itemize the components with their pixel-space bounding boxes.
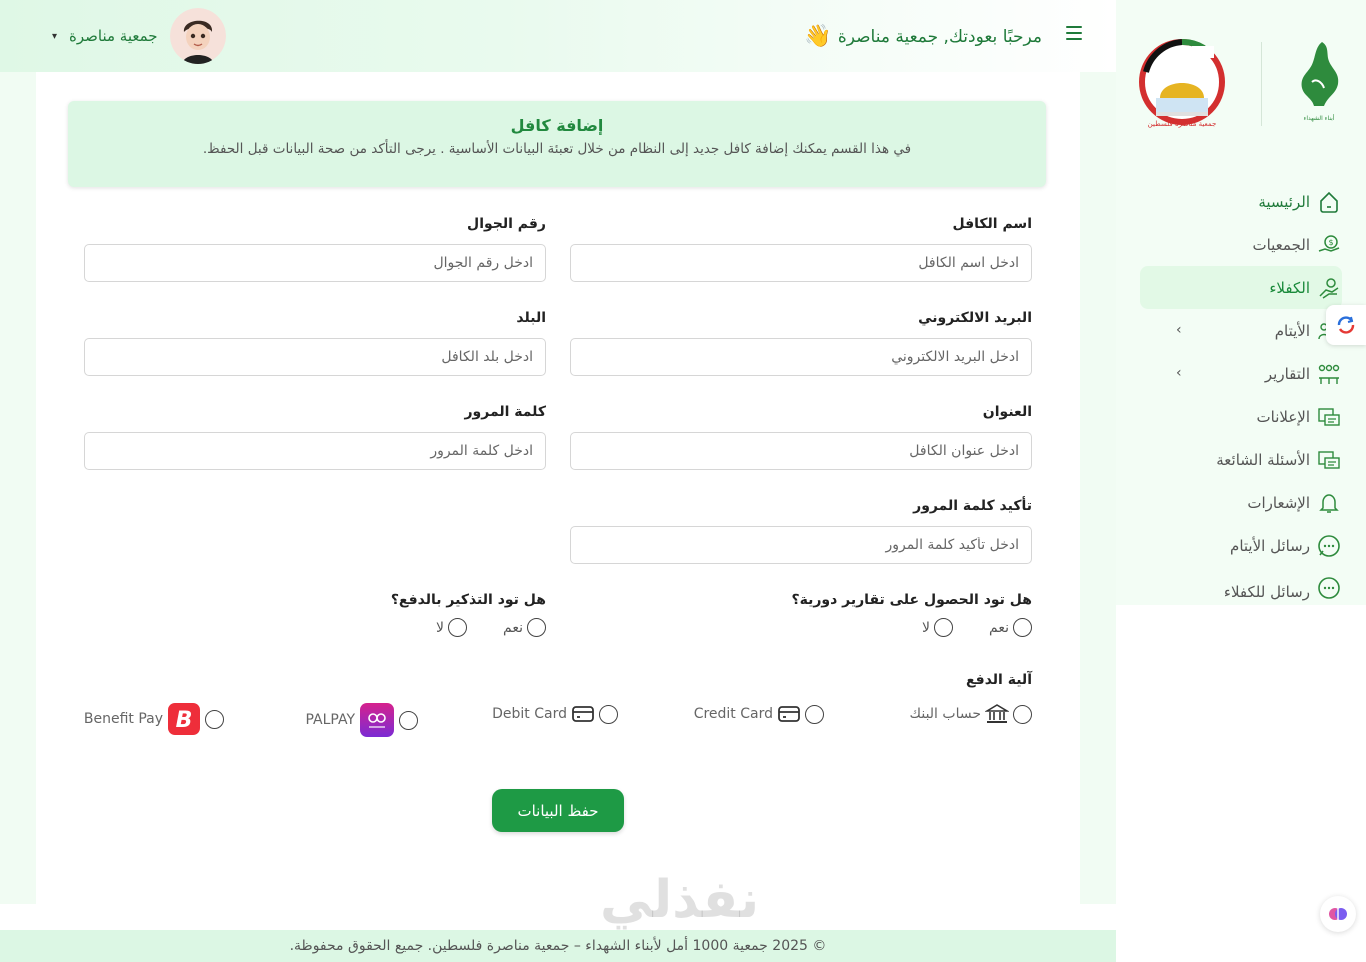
- password-confirm-input[interactable]: [570, 526, 1032, 564]
- chat-icon: [1316, 575, 1342, 601]
- money-icon: [1316, 232, 1342, 258]
- reminder-question: [391, 592, 546, 637]
- radio-button[interactable]: [399, 711, 418, 730]
- avatar[interactable]: [170, 8, 226, 64]
- page-description: في هذا القسم يمكنك إضافة كافل جديد إلى النظام من خلال تعبئة البيانات الأساسية . يرجى التأكد من صحة البيانات قبل الحفظ.: [202, 141, 912, 157]
- svg-text:أبناء الشهداء: أبناء الشهداء: [1303, 115, 1335, 122]
- sidebar-item-sponsors[interactable]: [1140, 266, 1342, 309]
- email-field: [570, 310, 1032, 376]
- field-label: اسم الكافل: [952, 216, 1032, 232]
- field-label: العنوان: [982, 404, 1032, 420]
- topbar: [0, 0, 1116, 72]
- sidebar-logos: [1116, 38, 1366, 130]
- info-alert: [68, 101, 1046, 187]
- sidebar-item-notifications[interactable]: [1140, 481, 1342, 524]
- sponsor-name-field: [570, 216, 1032, 282]
- sidebar-item-announcements[interactable]: [1140, 395, 1342, 438]
- sidebar: [1116, 0, 1366, 605]
- payment-label: Credit Card: [693, 706, 773, 722]
- chevron-left-icon[interactable]: ‹: [1176, 365, 1182, 381]
- radio-button[interactable]: [805, 705, 824, 724]
- content-margin-right: [1080, 72, 1116, 904]
- radio-button[interactable]: [1013, 618, 1032, 637]
- radio-button[interactable]: [448, 618, 467, 637]
- address-input[interactable]: [570, 432, 1032, 470]
- page-title: إضافة كافل: [510, 116, 604, 135]
- sidebar-item-label: الإشعارات: [1247, 493, 1310, 512]
- org-logo[interactable]: [1132, 38, 1232, 128]
- payment-bank-option[interactable]: [910, 702, 1032, 726]
- payment-label: PALPAY: [305, 712, 355, 728]
- waving-hand-icon: 👋: [804, 24, 832, 49]
- sidebar-item-associations[interactable]: [1140, 223, 1342, 266]
- sponsor-name-input[interactable]: [570, 244, 1032, 282]
- sidebar-nav: [1116, 180, 1366, 601]
- faq-icon: [1316, 447, 1342, 473]
- sidebar-item-label: الأسئلة الشائعة: [1216, 450, 1310, 469]
- radio-label: لا: [922, 619, 931, 636]
- country-field: [84, 310, 546, 376]
- sidebar-item-label: الإعلانات: [1256, 407, 1310, 426]
- payment-label: حساب البنك: [909, 706, 981, 722]
- bell-icon: [1316, 490, 1342, 516]
- sidebar-item-home[interactable]: [1140, 180, 1342, 223]
- sidebar-item-sponsor-messages[interactable]: [1140, 567, 1342, 601]
- question-label: هل تود الحصول على تقارير دورية؟: [791, 592, 1032, 608]
- sidebar-item-label: الأيتام: [1274, 321, 1310, 340]
- radio-options: [391, 618, 546, 637]
- password-confirm-field: [570, 498, 1032, 564]
- radio-options: [791, 618, 1032, 637]
- announcements-icon: [1316, 404, 1342, 430]
- payment-debit-card-option[interactable]: [492, 702, 618, 726]
- reminder-no-option[interactable]: [436, 618, 467, 637]
- home-icon: [1316, 189, 1342, 215]
- benefit-pay-logo: [167, 702, 201, 736]
- sponsors-icon: [1316, 275, 1342, 301]
- brain-icon: [1327, 903, 1349, 925]
- ai-assistant-button[interactable]: [1320, 896, 1356, 932]
- radio-label: لا: [436, 619, 445, 636]
- payment-method-label: آلية الدفع: [965, 672, 1032, 688]
- chat-icon: [1316, 533, 1342, 559]
- country-input[interactable]: [84, 338, 546, 376]
- mobile-input[interactable]: [84, 244, 546, 282]
- field-label: البلد: [516, 310, 546, 326]
- reports-yes-option[interactable]: [989, 618, 1032, 637]
- sidebar-item-label: التقارير: [1264, 364, 1310, 383]
- add-sponsor-card: [36, 72, 1080, 904]
- radio-label: نعم: [989, 619, 1009, 636]
- refresh-widget-button[interactable]: [1326, 305, 1366, 345]
- palpay-logo: [359, 702, 395, 738]
- reports-question: [791, 592, 1032, 637]
- password-input[interactable]: [84, 432, 546, 470]
- welcome-text: مرحبًا بعودتك, جمعية مناصرة: [837, 26, 1042, 47]
- payment-palpay-option[interactable]: [305, 702, 418, 738]
- address-field: [570, 404, 1032, 470]
- sidebar-item-orphans[interactable]: [1140, 309, 1342, 352]
- sidebar-item-label: الكفلاء: [1269, 278, 1310, 297]
- email-input[interactable]: [570, 338, 1032, 376]
- radio-button[interactable]: [599, 705, 618, 724]
- question-label: هل تود التذكير بالدفع؟: [390, 592, 546, 608]
- reports-icon: [1316, 361, 1342, 387]
- radio-label: نعم: [503, 619, 523, 636]
- payment-label: Benefit Pay: [83, 711, 163, 727]
- credit-card-icon: [777, 702, 801, 726]
- martyrs-sons-logo[interactable]: [1294, 38, 1344, 124]
- mobile-field: [84, 216, 546, 282]
- radio-button[interactable]: [205, 710, 224, 729]
- user-name[interactable]: جمعية مناصرة: [69, 27, 158, 45]
- logo-divider: [1261, 42, 1262, 126]
- sidebar-item-label: رسائل الأيتام: [1230, 536, 1310, 555]
- svg-text:جمعية مناصرة فلسطين: جمعية مناصرة فلسطين: [1147, 120, 1217, 128]
- svg-text:$: $: [1328, 237, 1334, 247]
- reminder-yes-option[interactable]: [503, 618, 546, 637]
- sidebar-item-reports[interactable]: [1140, 352, 1342, 395]
- payment-benefit-pay-option[interactable]: [84, 702, 224, 736]
- watermark: نفذلي: [600, 870, 760, 930]
- sidebar-item-orphan-messages[interactable]: [1140, 524, 1342, 567]
- sidebar-item-label: الجمعيات: [1252, 235, 1310, 254]
- menu-toggle-icon[interactable]: [1066, 26, 1082, 40]
- field-label: البريد الالكتروني: [918, 310, 1032, 326]
- refresh-icon: [1334, 313, 1358, 337]
- caret-down-icon[interactable]: ▾: [52, 30, 58, 42]
- bank-icon: [985, 702, 1009, 726]
- radio-button[interactable]: [1013, 705, 1032, 724]
- payment-label: Debit Card: [492, 706, 567, 722]
- radio-button[interactable]: [934, 618, 953, 637]
- content-margin-left: [0, 72, 36, 904]
- reports-no-option[interactable]: [922, 618, 953, 637]
- welcome-message: [804, 24, 1042, 49]
- sidebar-item-faq[interactable]: [1140, 438, 1342, 481]
- payment-credit-card-option[interactable]: [694, 702, 824, 726]
- footer: © 2025 جمعية 1000 أمل لأبناء الشهداء – جمعية مناصرة فلسطين. جميع الحقوق محفوظة.: [0, 930, 1116, 962]
- debit-card-icon: [571, 702, 595, 726]
- field-label: كلمة المرور: [464, 404, 546, 420]
- radio-button[interactable]: [527, 618, 546, 637]
- user-menu[interactable]: [52, 8, 226, 64]
- field-label: تأكيد كلمة المرور: [913, 498, 1032, 514]
- sidebar-item-label: الرئيسية: [1258, 192, 1310, 211]
- chevron-left-icon[interactable]: ‹: [1176, 322, 1182, 338]
- field-label: رقم الجوال: [467, 216, 546, 232]
- save-button[interactable]: حفظ البيانات: [492, 789, 624, 832]
- svg-text:B: B: [175, 708, 193, 733]
- sidebar-item-label: رسائل للكفلاء: [1223, 583, 1310, 601]
- password-field: [84, 404, 546, 470]
